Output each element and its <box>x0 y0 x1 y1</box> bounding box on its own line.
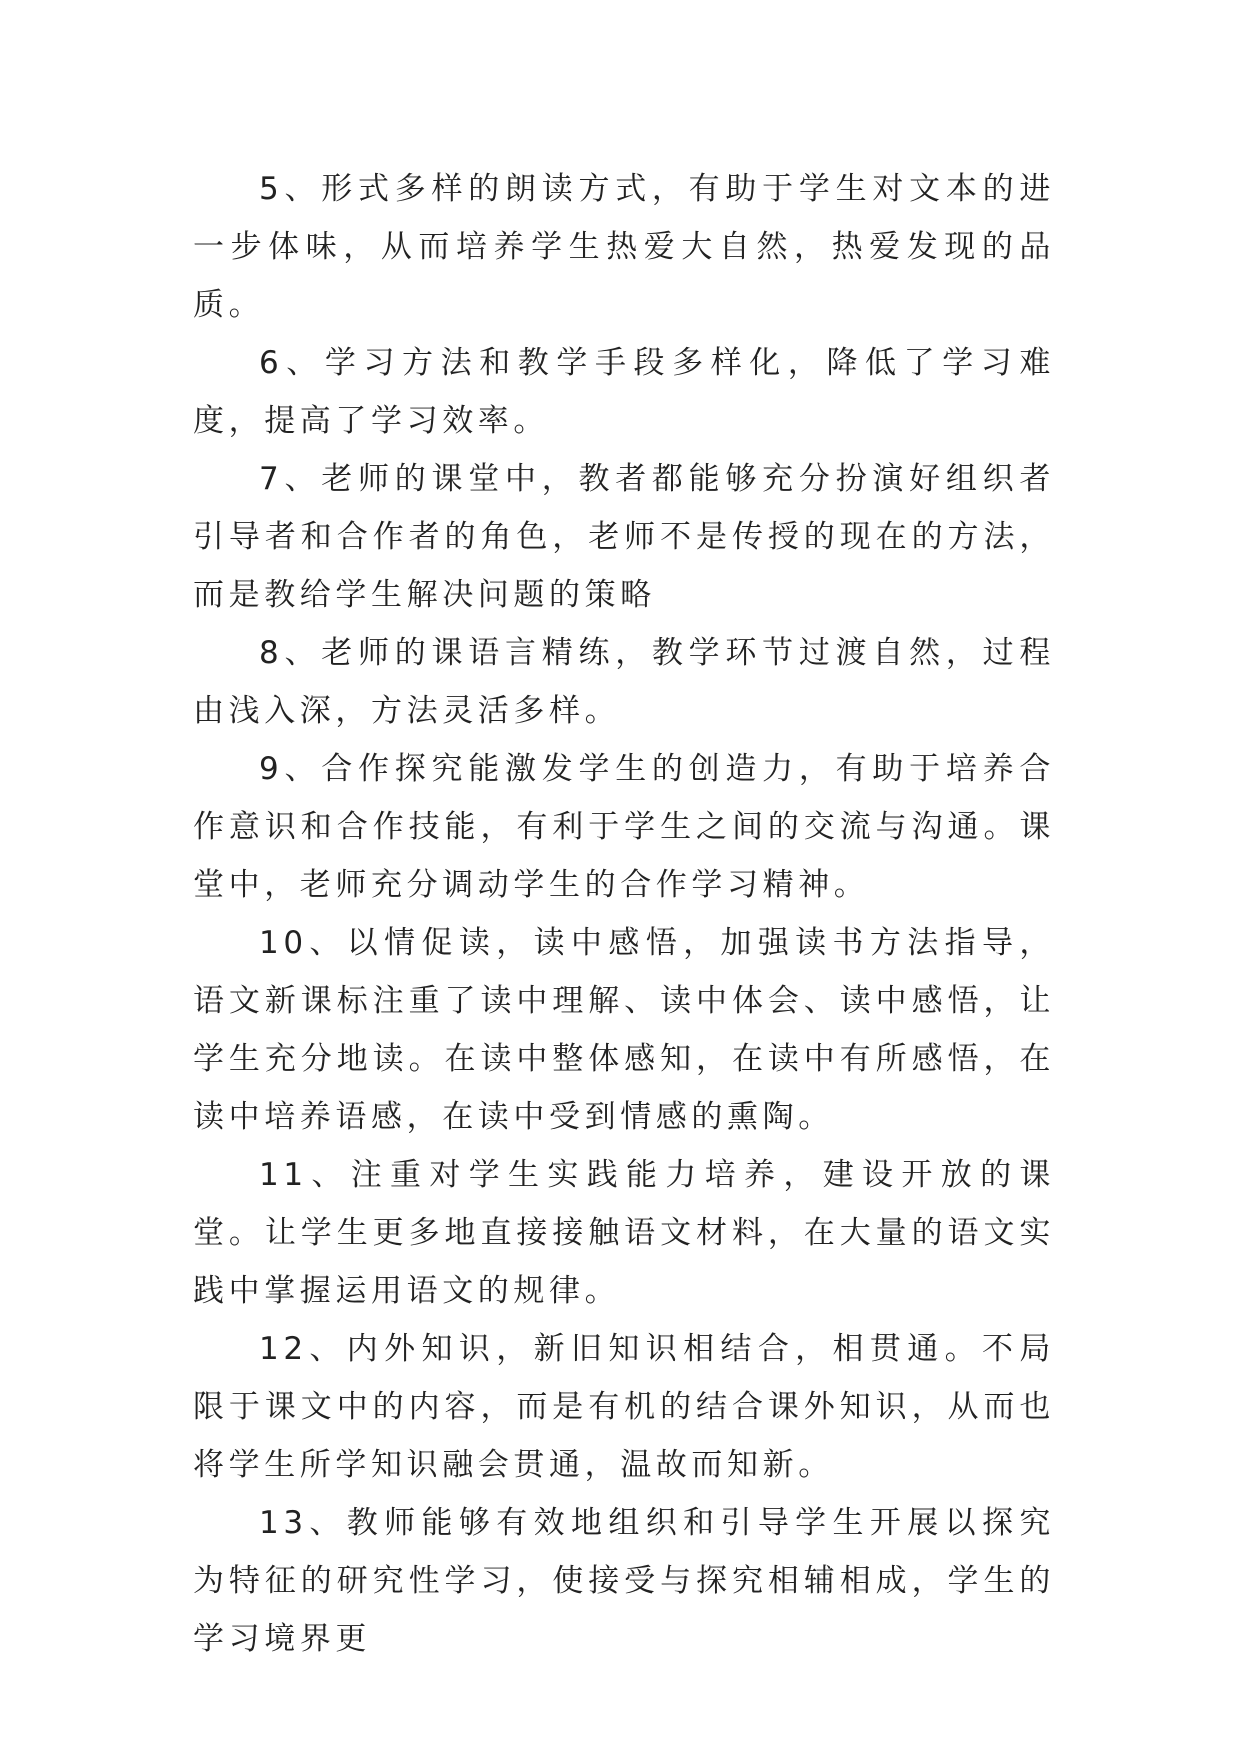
paragraph-5: 5、形式多样的朗读方式，有助于学生对文本的进一步体味，从而培养学生热爱大自然，热爱发现的品质。 <box>193 171 1055 323</box>
paragraph-8: 8、老师的课语言精练，教学环节过渡自然，过程由浅入深，方法灵活多样。 <box>193 635 1055 729</box>
paragraph-11: 11、注重对学生实践能力培养，建设开放的课堂。让学生更多地直接接触语文材料，在大量的语文实践中掌握运用语文的规律。 <box>193 1157 1055 1309</box>
paragraph-13: 13、教师能够有效地组织和引导学生开展以探究为特征的研究性学习，使接受与探究相辅相成，学生的学习境界更 <box>193 1505 1055 1657</box>
document-body <box>193 160 1055 1668</box>
paragraph-9: 9、合作探究能激发学生的创造力，有助于培养合作意识和合作技能，有利于学生之间的交流与沟通。课堂中，老师充分调动学生的合作学习精神。 <box>193 751 1055 903</box>
paragraph-7: 7、老师的课堂中，教者都能够充分扮演好组织者引导者和合作者的角色，老师不是传授的现在的方法，而是教给学生解决问题的策略 <box>193 461 1055 613</box>
paragraph-12: 12、内外知识，新旧知识相结合，相贯通。不局限于课文中的内容，而是有机的结合课外知识，从而也将学生所学知识融会贯通，温故而知新。 <box>193 1331 1055 1483</box>
paragraph-10: 10、以情促读，读中感悟，加强读书方法指导，语文新课标注重了读中理解、读中体会、读中感悟，让学生充分地读。在读中整体感知，在读中有所感悟，在读中培养语感，在读中受到情感的熏陶。 <box>193 925 1055 1135</box>
paragraph-6: 6、学习方法和教学手段多样化，降低了学习难度，提高了学习效率。 <box>193 345 1055 439</box>
